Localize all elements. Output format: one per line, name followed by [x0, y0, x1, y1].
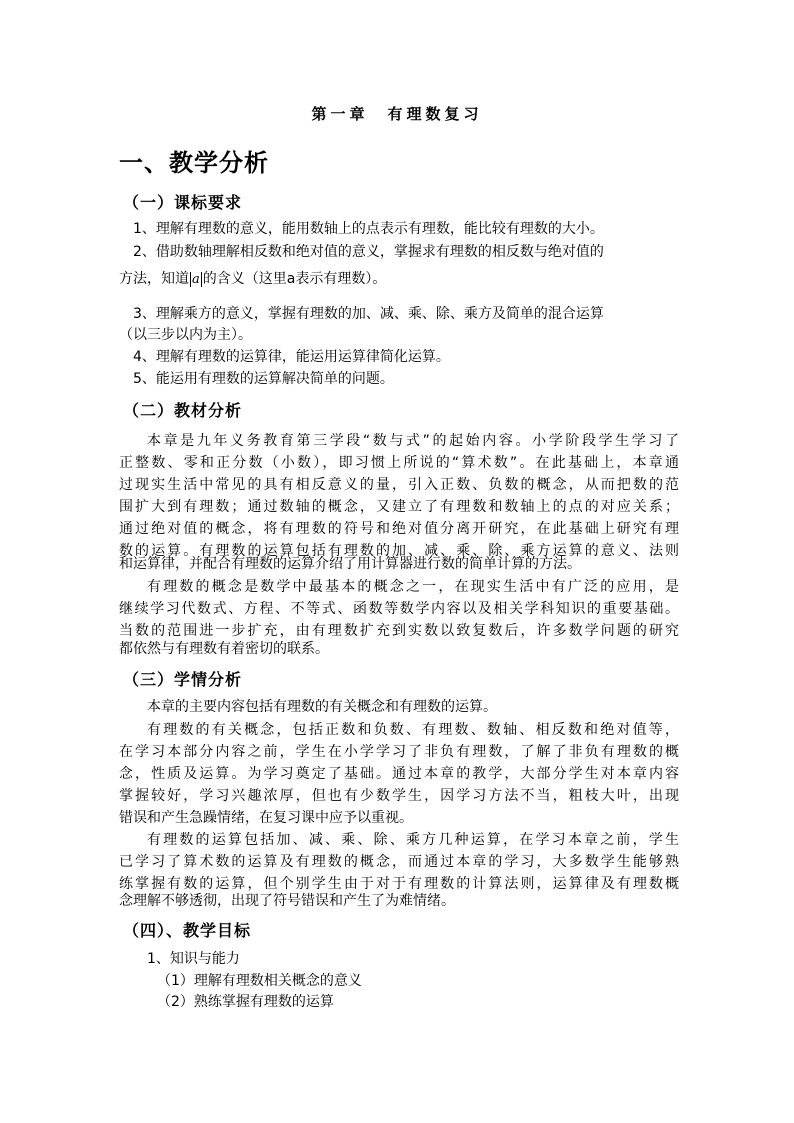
requirement-3-line-2: （以三步以内为主）。 [119, 327, 252, 343]
requirement-2-line-2 [119, 268, 679, 290]
requirement-2-text-b: 的含义（这里a表示有理数）。 [202, 271, 387, 287]
textbook-para2-line-2: 继续学习代数式、方程、不等式、函数等数学内容以及相关学科知识的重要基础。 [119, 601, 679, 617]
student-para2-line-4: 掌握较好，学习兴趣浓厚，但也有少数学生，因学习方法不当，粗枝大叶，出现 [119, 788, 679, 804]
student-para3-line-2: 已学习了算术数的运算及有理数的概念，而通过本章的学习，大多数学生能够熟 [119, 854, 679, 870]
student-para2-line-3: 念，性质及运算。为学习奠定了基础。通过本章的教学，大部分学生对本章内容 [119, 766, 679, 782]
student-para3-line-4: 念理解不够透彻，出现了符号错误和产生了为难情绪。 [119, 893, 455, 909]
textbook-para-line-1: 本章是九年义务教育第三学段“数与式”的起始内容。小学阶段学生学习了 [147, 433, 679, 449]
subheading-textbook-analysis: （二）教材分析 [123, 401, 243, 420]
student-para3-line-1: 有理数的运算包括加、减、乘、除、乘方几种运算，在学习本章之前，学生 [147, 832, 679, 848]
student-para2-line-1: 有理数的有关概念，包括正数和负数、有理数、数轴、相反数和绝对值等， [147, 722, 679, 738]
requirement-2-text-a: 方法，知道 [119, 271, 189, 287]
textbook-para2-line-4: 都依然与有理数有着密切的联系。 [119, 641, 329, 657]
requirement-2-line-1: 2、借助数轴理解相反数和绝对值的意义，掌握求有理数的相反数与绝对值的 [133, 244, 604, 260]
requirement-3-line-1: 3、理解乘方的意义，掌握有理数的加、减、乘、除、乘方及简单的混合运算 [133, 306, 604, 322]
student-para1: 本章的主要内容包括有理数的有关概念和有理数的运算。 [147, 699, 497, 715]
textbook-para2-line-1: 有理数的概念是数学中最基本的概念之一，在现实生活中有广泛的应用，是 [147, 579, 679, 595]
subheading-teaching-goals: （四）、教学目标 [123, 921, 252, 940]
textbook-para-line-3: 过现实生活中常见的具有相反意义的量，引入正数、负数的概念，从而把数的范 [119, 477, 679, 493]
student-para3-line-3: 练掌握有数的运算，但个别学生由于对于有理数的计算法则，运算律及有理数概 [119, 876, 679, 892]
subheading-student-analysis: （三）学情分析 [123, 670, 243, 689]
section-heading-teaching-analysis: 一、教学分析 [119, 149, 269, 177]
requirement-5: 5、能运用有理数的运算解决简单的问题。 [133, 371, 394, 387]
textbook-para-line-5: 通过绝对值的概念，将有理数的符号和绝对值分离开研究，在此基础上研究有理 [119, 521, 679, 537]
textbook-para-line-6: 数的运算。有理数的运算包括有理数的加、减、乘、除、乘方运算的意义、法则 [119, 543, 679, 559]
textbook-para-line-7: 和运算律，并配合有理数的运算介绍了用计算器进行数的简单计算的方法。 [119, 556, 581, 572]
student-para2-line-2: 在学习本部分内容之前，学生在小学学习了非负有理数，了解了非负有理数的概 [119, 744, 679, 760]
textbook-para-line-2: 正整数、零和正分数（小数），即习惯上所说的“算术数”。在此基础上，本章通 [119, 455, 679, 471]
textbook-para2-line-3: 当数的范围进一步扩充，由有理数扩充到实数以致复数后，许多数学问题的研究 [119, 623, 679, 639]
requirement-1: 1、理解有理数的意义，能用数轴上的点表示有理数，能比较有理数的大小。 [133, 221, 604, 237]
absolute-value-symbol: a [192, 272, 200, 287]
goal-knowledge-ability: 1、知识与能力 [147, 951, 240, 967]
goal-item-1: （1）理解有理数相关概念的意义 [157, 973, 362, 989]
chapter-title: 第一章 有理数复习 [311, 105, 483, 123]
subheading-curriculum-requirements: （一）课标要求 [123, 193, 243, 212]
requirement-4: 4、理解有理数的运算律，能运用运算律简化运算。 [133, 349, 450, 365]
textbook-para-line-4: 围扩大到有理数；通过数轴的概念，又建立了有理数和数轴上的点的对应关系； [119, 499, 679, 515]
student-para2-line-5: 错误和产生急躁情绪，在复习课中应予以重视。 [119, 810, 413, 826]
goal-item-2: （2）熟练掌握有理数的运算 [157, 994, 334, 1010]
